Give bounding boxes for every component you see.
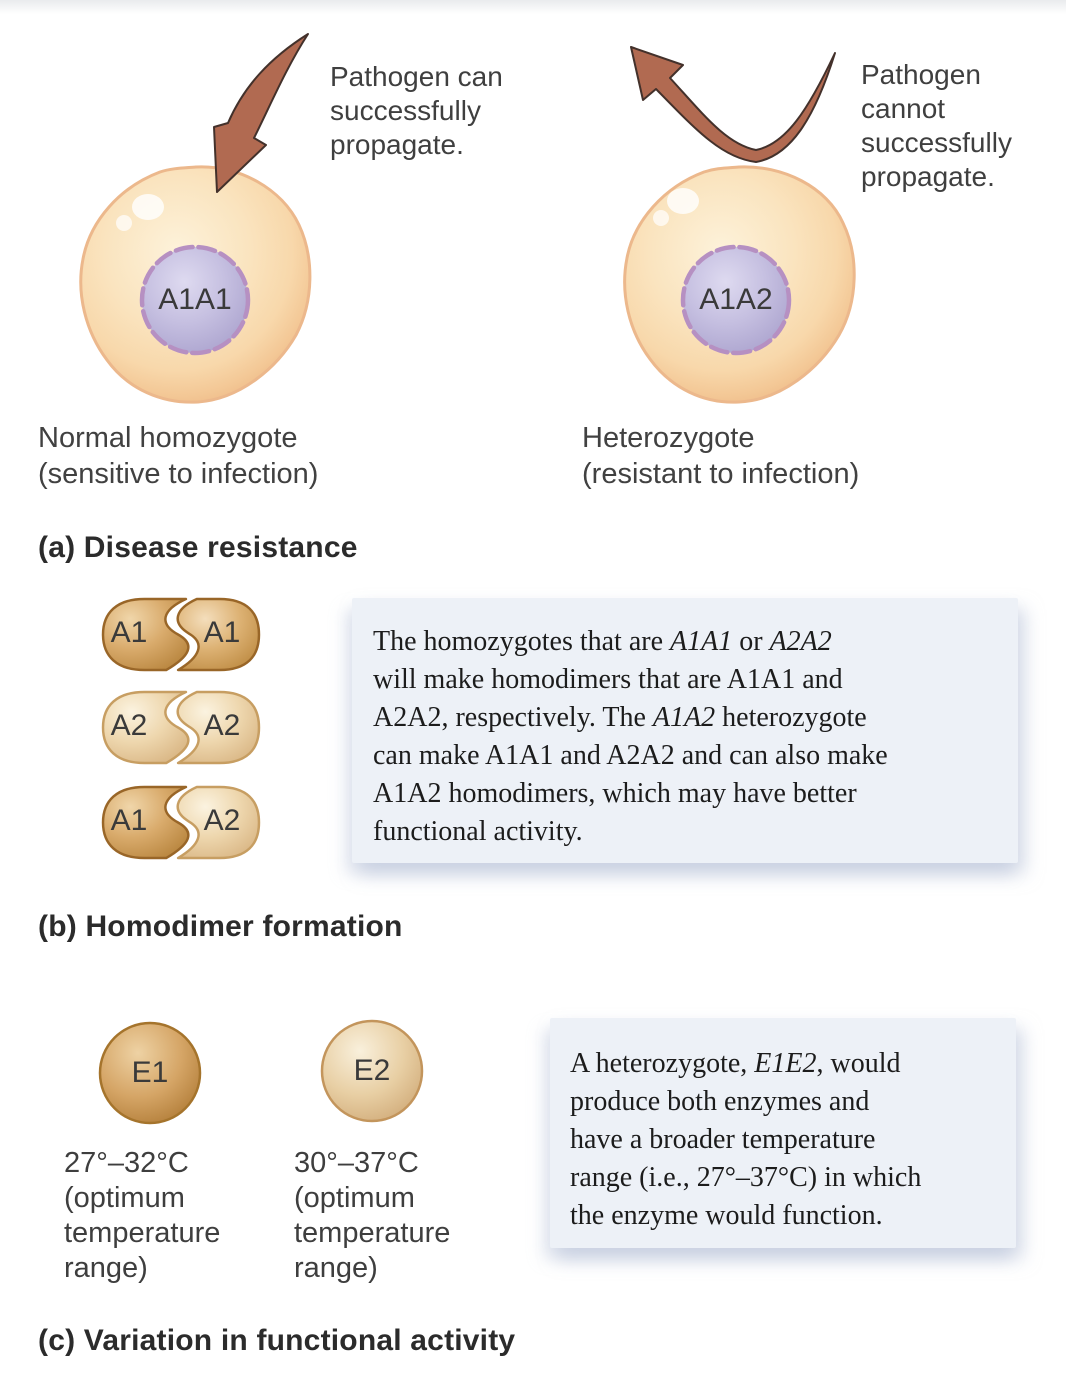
note-line: successfully — [861, 127, 1012, 158]
note-box-line: will make homodimers that are A1A1 and — [373, 664, 843, 695]
note-box-enzyme — [550, 1018, 1016, 1248]
temp-range-e1 — [64, 1146, 220, 1286]
note-line: cannot — [861, 93, 946, 124]
note-box-line: produce both enzymes and — [570, 1086, 870, 1117]
cell-highlight-small — [116, 215, 132, 231]
temp-range-e2 — [294, 1146, 450, 1286]
label-line: Normal homozygote — [38, 422, 298, 454]
page-top-fade — [0, 0, 1066, 14]
note-box-line: range (i.e., 27°–37°C) in which — [570, 1162, 922, 1193]
cell-highlight — [667, 188, 699, 214]
dimer-piece-label: A2 — [203, 709, 241, 742]
note-box-line: A2A2, respectively. The A1A2 heterozygote — [373, 702, 867, 733]
label-heterozygote — [582, 420, 859, 492]
note-line: successfully — [330, 95, 481, 126]
note-line: propagate. — [861, 161, 995, 192]
note-pathogen-cannot — [861, 58, 1012, 194]
temp-line: temperature — [64, 1217, 221, 1249]
note-box-line: The homozygotes that are A1A1 or A2A2 — [373, 626, 832, 657]
caption-a: (a) Disease resistance — [38, 531, 358, 564]
cell-highlight-small — [653, 210, 669, 226]
enzyme-e2-label: E2 — [353, 1054, 391, 1087]
note-box-line: A1A2 homodimers, which may have better — [373, 778, 857, 809]
note-box-line: A heterozygote, E1E2, would — [570, 1048, 901, 1079]
nucleus-genotype-a1a1: A1A1 — [158, 283, 232, 316]
temp-line: (optimum — [294, 1182, 415, 1214]
caption-b: (b) Homodimer formation — [38, 910, 403, 943]
label-line: (resistant to infection) — [582, 458, 860, 490]
pathogen-enters-arrow-icon — [192, 24, 327, 199]
temp-line: range) — [294, 1252, 378, 1284]
temp-line: temperature — [294, 1217, 451, 1249]
note-box-homodimer — [352, 598, 1018, 863]
dimer-piece-label: A1 — [110, 616, 148, 649]
dimer-piece-label: A1 — [203, 616, 241, 649]
enzyme-e1-label: E1 — [131, 1056, 169, 1089]
label-normal-homozygote — [38, 420, 318, 492]
temp-line: (optimum — [64, 1182, 185, 1214]
label-line: (sensitive to infection) — [38, 458, 319, 490]
note-box-line: functional activity. — [373, 816, 583, 847]
temp-line: 27°–32°C — [64, 1147, 189, 1179]
caption-c: (c) Variation in functional activity — [38, 1324, 516, 1357]
nucleus-genotype-a1a2: A1A2 — [699, 283, 773, 316]
temp-line: range) — [64, 1252, 148, 1284]
temp-line: 30°–37°C — [294, 1147, 419, 1179]
dimer-piece-label: A2 — [110, 709, 148, 742]
pathogen-bounces-arrow-icon — [608, 36, 848, 176]
note-line: Pathogen — [861, 59, 981, 90]
dimer-piece-label: A2 — [203, 804, 241, 837]
label-line: Heterozygote — [582, 422, 755, 454]
note-box-line: can make A1A1 and A2A2 and can also make — [373, 740, 888, 771]
note-line: Pathogen can — [330, 61, 503, 92]
note-line: propagate. — [330, 129, 464, 160]
cell-highlight — [132, 194, 164, 220]
note-box-line: the enzyme would function. — [570, 1200, 883, 1231]
dimer-piece-label: A1 — [110, 804, 148, 837]
note-pathogen-can — [330, 60, 503, 162]
note-box-line: have a broader temperature — [570, 1124, 876, 1155]
